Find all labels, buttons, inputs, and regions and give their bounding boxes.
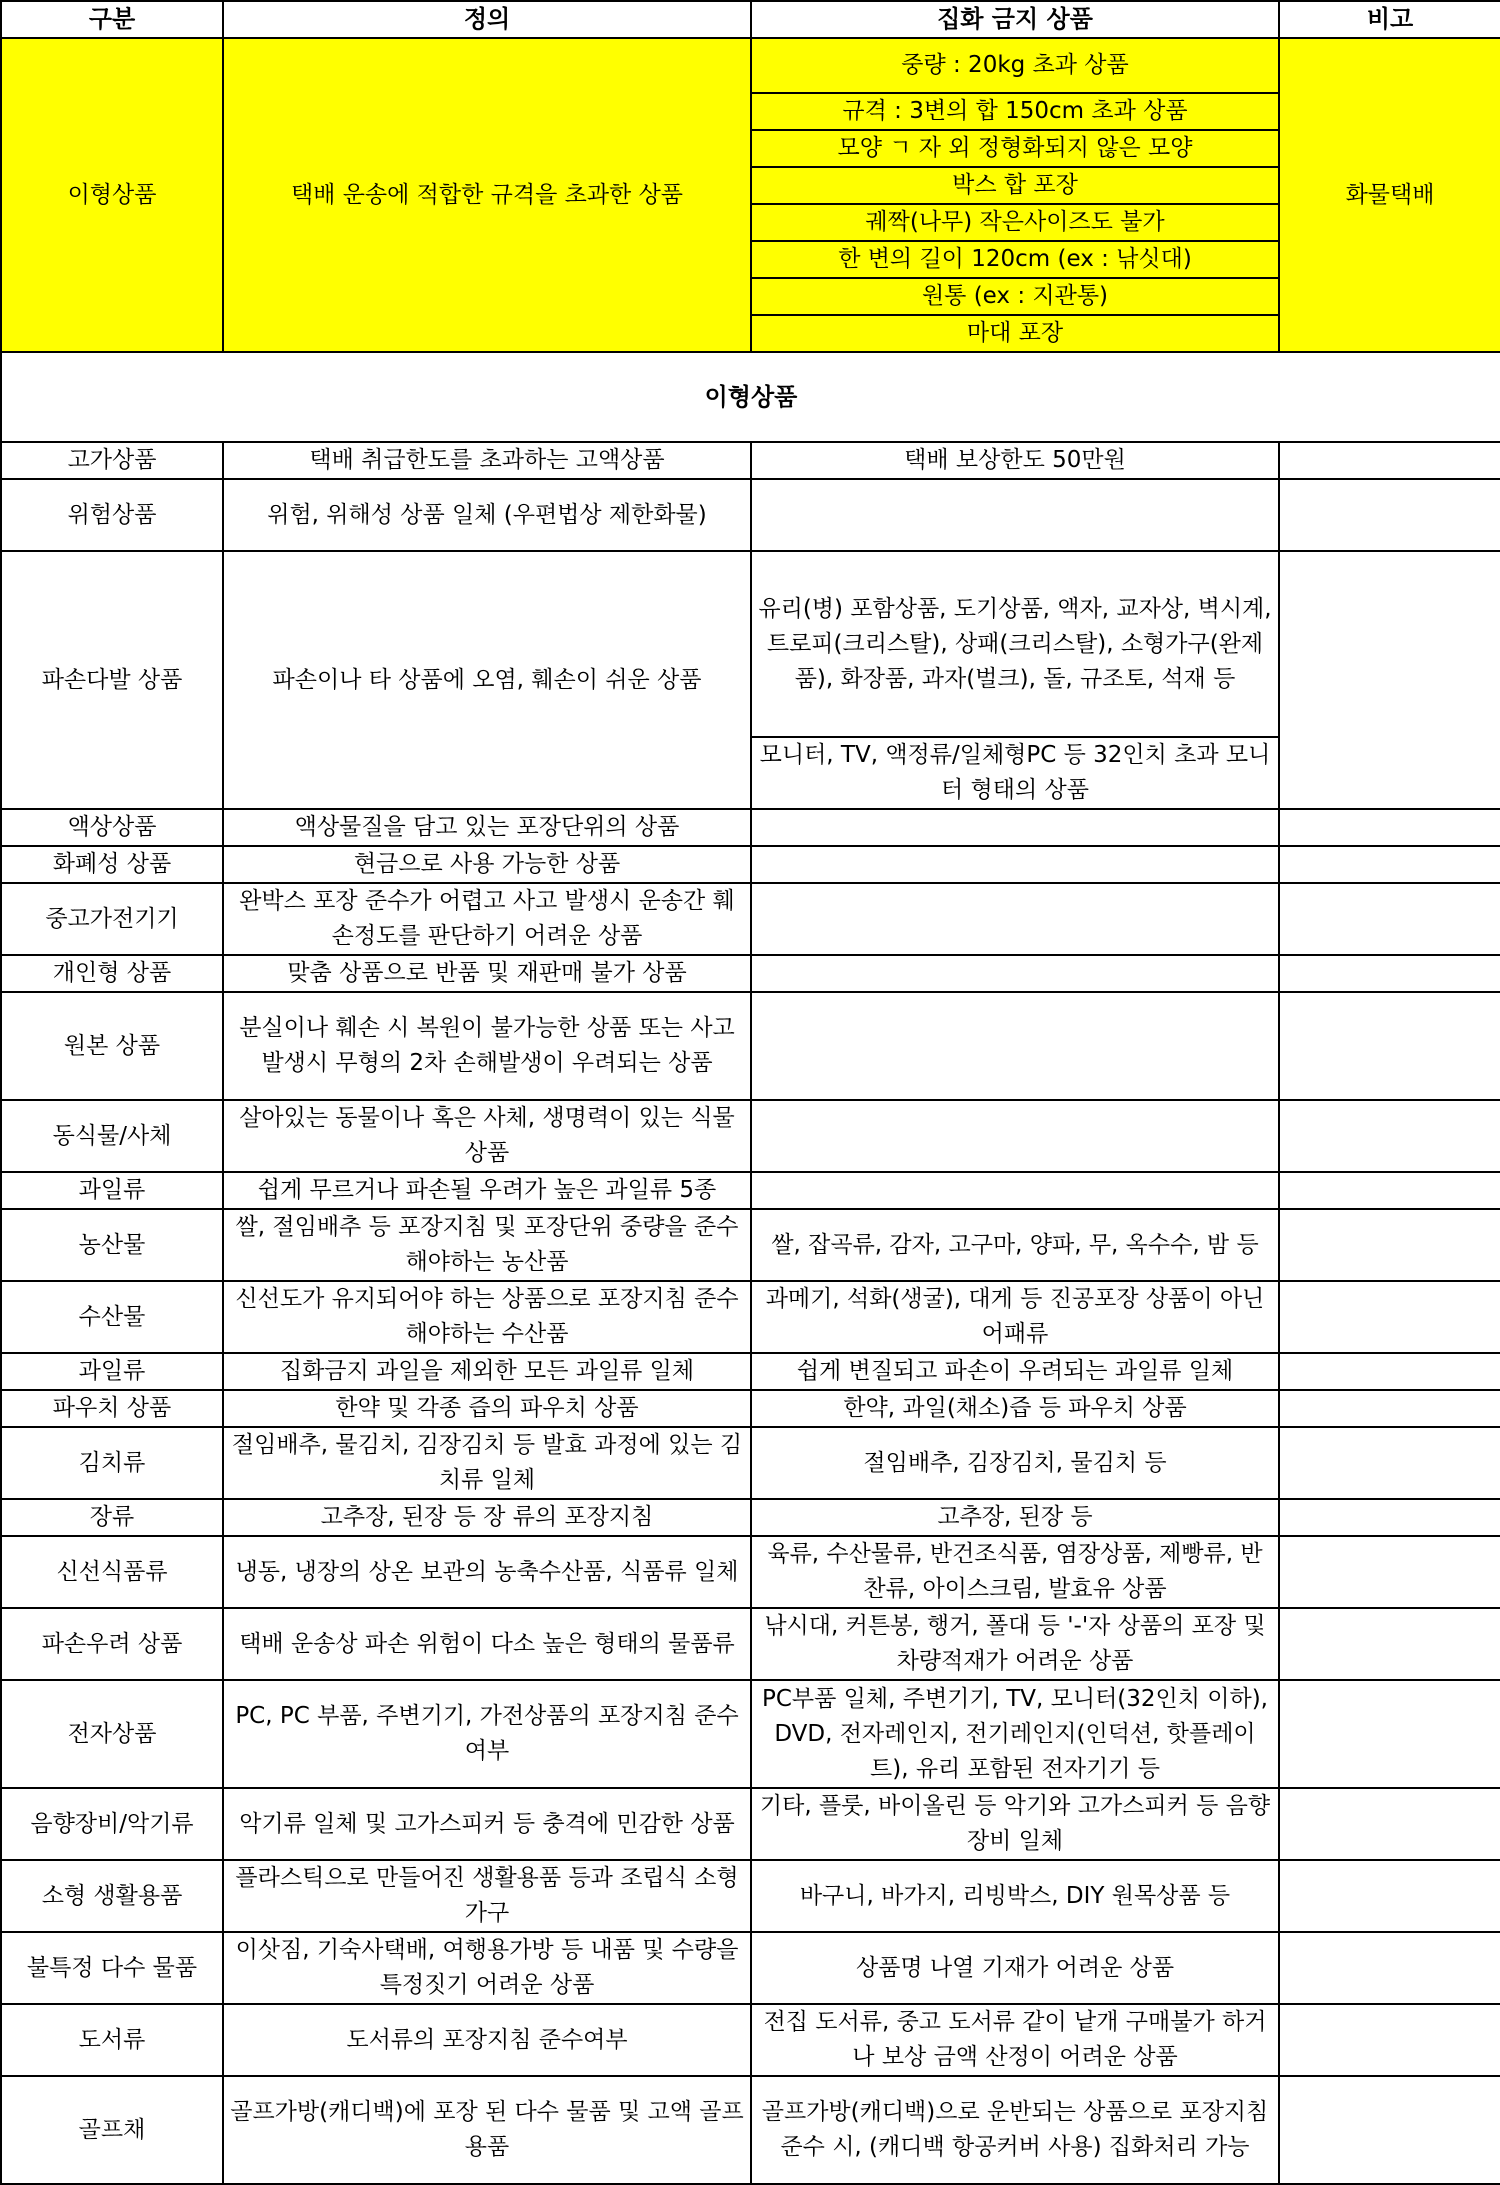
- note-cell: [1279, 479, 1500, 551]
- prohibited-cell: 쉽게 변질되고 파손이 우려되는 과일류 일체: [751, 1353, 1279, 1390]
- category-cell: 동식물/사체: [1, 1100, 223, 1172]
- definition-cell: 택배 취급한도를 초과하는 고액상품: [223, 442, 751, 479]
- header-prohibited: 집화 금지 상품: [751, 1, 1279, 38]
- category-cell: 도서류: [1, 2004, 223, 2076]
- category-cell: 불특정 다수 물품: [1, 1932, 223, 2004]
- irregular-item: 궤짝(나무) 작은사이즈도 불가: [751, 204, 1279, 241]
- irregular-item: 마대 포장: [751, 315, 1279, 352]
- table-row: [1, 1427, 1500, 1499]
- table-row: [1, 479, 1500, 551]
- table-row: [1, 1390, 1500, 1427]
- definition-cell: 골프가방(캐디백)에 포장 된 다수 물품 및 고액 골프용품: [223, 2076, 751, 2184]
- table-row: [1, 1932, 1500, 2004]
- definition-cell: 위험, 위해성 상품 일체 (우편법상 제한화물): [223, 479, 751, 551]
- note-cell: [1279, 2076, 1500, 2184]
- note-cell: [1279, 1499, 1500, 1536]
- note-cell: [1279, 883, 1500, 955]
- category-cell: 농산물: [1, 1209, 223, 1281]
- table-row: [1, 2004, 1500, 2076]
- definition-cell: 이삿짐, 기숙사택배, 여행용가방 등 내품 및 수량을 특정짓기 어려운 상품: [223, 1932, 751, 2004]
- irregular-item: 한 변의 길이 120cm (ex : 낚싯대): [751, 241, 1279, 278]
- category-cell: 음향장비/악기류: [1, 1788, 223, 1860]
- prohibited-cell: [751, 479, 1279, 551]
- category-cell: 전자상품: [1, 1680, 223, 1788]
- note-cell: [1279, 1281, 1500, 1353]
- header-category: 구분: [1, 1, 223, 38]
- table-row: [1, 1209, 1500, 1281]
- note-cell: [1279, 1536, 1500, 1608]
- category-cell: 김치류: [1, 1427, 223, 1499]
- prohibited-cell: 바구니, 바가지, 리빙박스, DIY 원목상품 등: [751, 1860, 1279, 1932]
- table-row: [1, 955, 1500, 992]
- prohibited-cell: [751, 1172, 1279, 1209]
- category-cell: 고가상품: [1, 442, 223, 479]
- prohibited-cell: 골프가방(캐디백)으로 운반되는 상품으로 포장지침 준수 시, (캐디백 항공커버 사용) 집화처리 가능: [751, 2076, 1279, 2184]
- prohibited-cell: [751, 1100, 1279, 1172]
- note-cell: [1279, 1209, 1500, 1281]
- note-cell: [1279, 1427, 1500, 1499]
- definition-cell: 악기류 일체 및 고가스피커 등 충격에 민감한 상품: [223, 1788, 751, 1860]
- definition-cell: 쉽게 무르거나 파손될 우려가 높은 과일류 5종: [223, 1172, 751, 1209]
- irregular-item: 규격 : 3변의 합 150cm 초과 상품: [751, 93, 1279, 130]
- prohibited-cell: [751, 846, 1279, 883]
- section-title: 이형상품: [1, 352, 1500, 442]
- note-cell: [1279, 1860, 1500, 1932]
- category-cell: 파손우려 상품: [1, 1608, 223, 1680]
- note-cell: [1279, 955, 1500, 992]
- table-row: [1, 1353, 1500, 1390]
- table-row: [1, 846, 1500, 883]
- definition-cell: 쌀, 절임배추 등 포장지침 및 포장단위 중량을 준수해야하는 농산품: [223, 1209, 751, 1281]
- irregular-row: [1, 38, 1500, 93]
- table-row: [1, 1788, 1500, 1860]
- category-cell: 신선식품류: [1, 1536, 223, 1608]
- table-row: [1, 2076, 1500, 2184]
- definition-cell: 택배 운송상 파손 위험이 다소 높은 형태의 물품류: [223, 1608, 751, 1680]
- header-definition: 정의: [223, 1, 751, 38]
- irregular-item: 원통 (ex : 지관통): [751, 278, 1279, 315]
- note-cell: [1279, 1100, 1500, 1172]
- table-row: [1, 1281, 1500, 1353]
- category-cell: 골프채: [1, 2076, 223, 2184]
- definition-cell: 맞춤 상품으로 반품 및 재판매 불가 상품: [223, 955, 751, 992]
- note-cell: [1279, 1788, 1500, 1860]
- table-row: [1, 1860, 1500, 1932]
- prohibited-cell: 상품명 나열 기재가 어려운 상품: [751, 1932, 1279, 2004]
- category-cell: 원본 상품: [1, 992, 223, 1100]
- table-row: [1, 1680, 1500, 1788]
- note-cell: [1279, 442, 1500, 479]
- prohibited-cell: 유리(병) 포함상품, 도기상품, 액자, 교자상, 벽시계, 트로피(크리스탈), 상패(크리스탈), 소형가구(완제품), 화장품, 과자(벌크), 돌, 규조토, 석재 등: [751, 551, 1279, 737]
- definition-cell: 살아있는 동물이나 혹은 사체, 생명력이 있는 식물 상품: [223, 1100, 751, 1172]
- prohibited-cell: 한약, 과일(채소)즙 등 파우치 상품: [751, 1390, 1279, 1427]
- category-cell: 위험상품: [1, 479, 223, 551]
- prohibited-cell: 낚시대, 커튼봉, 행거, 폴대 등 '-'자 상품의 포장 및 차량적재가 어려운 상품: [751, 1608, 1279, 1680]
- table-row: [1, 809, 1500, 846]
- category-cell: 소형 생활용품: [1, 1860, 223, 1932]
- table-row: [1, 1608, 1500, 1680]
- definition-cell: 플라스틱으로 만들어진 생활용품 등과 조립식 소형가구: [223, 1860, 751, 1932]
- definition-cell: 완박스 포장 준수가 어렵고 사고 발생시 운송간 훼손정도를 판단하기 어려운 상품: [223, 883, 751, 955]
- definition-cell: PC, PC 부품, 주변기기, 가전상품의 포장지침 준수여부: [223, 1680, 751, 1788]
- table-row: [1, 1499, 1500, 1536]
- definition-cell: 현금으로 사용 가능한 상품: [223, 846, 751, 883]
- table-row: [1, 442, 1500, 479]
- category-cell: 화폐성 상품: [1, 846, 223, 883]
- note-cell: [1279, 1932, 1500, 2004]
- irregular-item: 중량 : 20kg 초과 상품: [751, 38, 1279, 93]
- table-row: [1, 1100, 1500, 1172]
- category-cell: 과일류: [1, 1353, 223, 1390]
- prohibited-cell: [751, 809, 1279, 846]
- category-cell: 개인형 상품: [1, 955, 223, 992]
- definition-cell: 파손이나 타 상품에 오염, 훼손이 쉬운 상품: [223, 551, 751, 809]
- prohibited-cell: 택배 보상한도 50만원: [751, 442, 1279, 479]
- category-cell: 장류: [1, 1499, 223, 1536]
- definition-cell: 집화금지 과일을 제외한 모든 과일류 일체: [223, 1353, 751, 1390]
- note-cell: [1279, 551, 1500, 809]
- definition-cell: 분실이나 훼손 시 복원이 불가능한 상품 또는 사고발생시 무형의 2차 손해발생이 우려되는 상품: [223, 992, 751, 1100]
- header-row: [1, 1, 1500, 38]
- note-cell: [1279, 1680, 1500, 1788]
- note-cell: [1279, 1608, 1500, 1680]
- table-row: [1, 992, 1500, 1100]
- prohibited-cell: [751, 955, 1279, 992]
- note-cell: [1279, 1172, 1500, 1209]
- prohibited-cell: 절임배추, 김장김치, 물김치 등: [751, 1427, 1279, 1499]
- definition-cell: 한약 및 각종 즙의 파우치 상품: [223, 1390, 751, 1427]
- prohibited-cell: 육류, 수산물류, 반건조식품, 염장상품, 제빵류, 반찬류, 아이스크림, 발효유 상품: [751, 1536, 1279, 1608]
- definition-cell: 고추장, 된장 등 장 류의 포장지침: [223, 1499, 751, 1536]
- prohibited-cell: 고추장, 된장 등: [751, 1499, 1279, 1536]
- note-cell: [1279, 1353, 1500, 1390]
- note-cell: [1279, 1390, 1500, 1427]
- definition-cell: 액상물질을 담고 있는 포장단위의 상품: [223, 809, 751, 846]
- irregular-category: 이형상품: [1, 38, 223, 352]
- prohibited-cell: 전집 도서류, 중고 도서류 같이 낱개 구매불가 하거나 보상 금액 산정이 어려운 상품: [751, 2004, 1279, 2076]
- category-cell: 수산물: [1, 1281, 223, 1353]
- note-cell: [1279, 2004, 1500, 2076]
- table-row: [1, 551, 1500, 737]
- category-cell: 중고가전기기: [1, 883, 223, 955]
- category-cell: 파손다발 상품: [1, 551, 223, 809]
- definition-cell: 도서류의 포장지침 준수여부: [223, 2004, 751, 2076]
- prohibited-cell: [751, 992, 1279, 1100]
- irregular-definition: 택배 운송에 적합한 규격을 초과한 상품: [223, 38, 751, 352]
- definition-cell: 신선도가 유지되어야 하는 상품으로 포장지침 준수해야하는 수산품: [223, 1281, 751, 1353]
- category-cell: 과일류: [1, 1172, 223, 1209]
- category-cell: 액상상품: [1, 809, 223, 846]
- category-cell: 파우치 상품: [1, 1390, 223, 1427]
- prohibited-cell: 모니터, TV, 액정류/일체형PC 등 32인치 초과 모니터 형태의 상품: [751, 737, 1279, 809]
- definition-cell: 절임배추, 물김치, 김장김치 등 발효 과정에 있는 김치류 일체: [223, 1427, 751, 1499]
- prohibited-cell: PC부품 일체, 주변기기, TV, 모니터(32인치 이하), DVD, 전자레인지, 전기레인지(인덕션, 핫플레이트), 유리 포함된 전자기기 등: [751, 1680, 1279, 1788]
- header-note: 비고: [1279, 1, 1500, 38]
- section-row: [1, 352, 1500, 442]
- note-cell: [1279, 992, 1500, 1100]
- definition-cell: 냉동, 냉장의 상온 보관의 농축수산품, 식품류 일체: [223, 1536, 751, 1608]
- table-row: [1, 1536, 1500, 1608]
- irregular-note: 화물택배: [1279, 38, 1500, 352]
- note-cell: [1279, 846, 1500, 883]
- prohibited-cell: 기타, 플룻, 바이올린 등 악기와 고가스피커 등 음향장비 일체: [751, 1788, 1279, 1860]
- irregular-item: 모양 ㄱ 자 외 정형화되지 않은 모양: [751, 130, 1279, 167]
- table-row: [1, 883, 1500, 955]
- note-cell: [1279, 809, 1500, 846]
- table-row: [1, 1172, 1500, 1209]
- prohibited-cell: 과메기, 석화(생굴), 대게 등 진공포장 상품이 아닌 어패류: [751, 1281, 1279, 1353]
- prohibited-cell: [751, 883, 1279, 955]
- irregular-item: 박스 합 포장: [751, 167, 1279, 204]
- prohibited-cell: 쌀, 잡곡류, 감자, 고구마, 양파, 무, 옥수수, 밤 등: [751, 1209, 1279, 1281]
